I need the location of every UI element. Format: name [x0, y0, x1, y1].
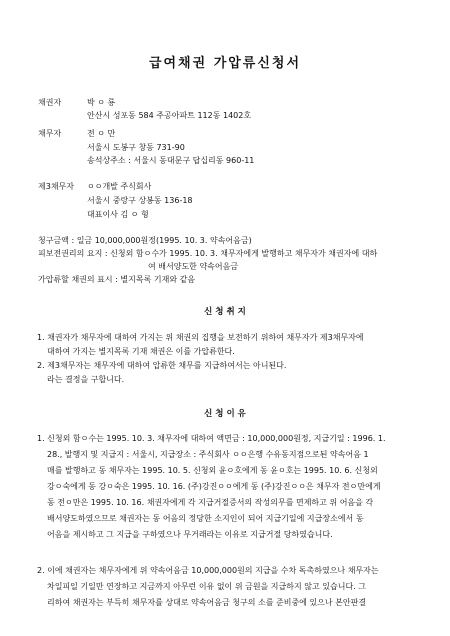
reason-line: 배서양도하였으므로 채권자는 동 어음의 정당한 소지인이 되어 지급기일에 지급장소에서 동: [47, 514, 364, 523]
reason-line: 차일피일 기일만 연장하고 지금까지 아무런 이유 없이 위 금원을 지급하지 않고 있습니다. 그: [47, 582, 366, 591]
creditor-label: 채권자: [38, 98, 62, 107]
debtor-label: 채무자: [38, 129, 62, 138]
document-title: 급여채권 가압류신청서: [148, 56, 302, 71]
third-debtor-address: 서울시 중랑구 상봉동 136-18: [87, 196, 193, 205]
debtor-address: 서울시 도봉구 창동 731-90: [87, 143, 185, 152]
purpose-line: 라는 결정을 구합니다.: [47, 375, 125, 384]
reason-heading: 신 청 이 유: [204, 409, 246, 419]
preserved-right-line-1: 피보전권리의 요지 : 신청외 함ㅇ수가 1995. 10. 3. 채무자에게 발행하고 채무자가 채권자에 대하: [38, 249, 378, 258]
creditor-address: 안산시 성포동 584 주공아파트 112동 1402호: [87, 111, 252, 120]
purpose-paragraph: [37, 331, 413, 387]
claim-amount: 청구금액 : 일금 10,000,000원정(1995. 10. 3. 약속어음금): [38, 236, 252, 245]
third-debtor-rep: 대표이사 김 ㅇ 형: [87, 210, 149, 219]
third-debtor-label: 제3채무자: [38, 182, 75, 191]
reason-line: 동 전ㅇ만은 1995. 10. 16. 채권자에게 각 지급거절증서의 작성의무를 면제하고 위 어음을 각: [47, 498, 374, 507]
debtor-served-address: 송석상주소 : 서울시 동대문구 답십리동 960-11: [87, 156, 255, 165]
reason-line: 1. 신청외 함ㅇ수는 1995. 10. 3. 채무자에 대하여 액면금 : 10,000,000원정, 지급기일 : 1996. 1.: [37, 434, 386, 443]
purpose-line: 대하여 가지는 별지목록 기재 채권은 이를 가압류한다.: [47, 347, 235, 356]
purpose-heading: 신 청 취 지: [204, 307, 246, 317]
reason-line: 28., 발행지 및 지급지 : 서울시, 지급장소 : 주식회사 ㅇㅇ은행 수유동지점으로된 약속어음 1: [47, 450, 369, 459]
reason-line: 2. 이에 채권자는 채무자에게 위 약속어음금 10,000,000원의 지급을 수차 독촉하였으나 채무자는: [37, 566, 379, 575]
third-debtor-name: ㅇㅇ개발 주식회사: [87, 182, 152, 191]
purpose-line: 2. 제3채무자는 채무자에 대하여 압류한 채무를 지급하여서는 아니된다.: [37, 361, 287, 370]
debtor-name: 전 ㅇ 만: [87, 129, 116, 138]
reason-paragraph-2: [37, 563, 413, 611]
seized-claim: 가압류할 채권의 표시 : 별지목록 기재와 같음: [38, 275, 196, 284]
reason-line: 매를 발행하고 동 채무자는 1995. 10. 5. 신청외 윤ㅇ호에게 동 윤ㅇ호는 1995. 10. 6. 신청외: [47, 466, 378, 475]
reason-line: 리하여 채권자는 부득히 채무자를 상대로 약속어음금 청구의 소를 준비중에 있으나 본안판결: [47, 598, 367, 607]
reason-paragraph-1: [37, 431, 413, 543]
reason-line: 강ㅇ숙에게 동 강ㅇ숙은 1995. 10. 16. (주)강진ㅇㅇ에게 동 (주)강진ㅇㅇ은 채무자 전ㅇ만에게: [47, 482, 381, 491]
reason-line: 어음을 제시하고 그 지급을 구하였으나 무거래라는 이유로 지급거절 당하였습니다.: [47, 530, 333, 539]
purpose-line: 1. 채권자가 채무자에 대하여 가지는 위 채권의 집행을 보전하기 위하여 채무자가 제3채무자에: [37, 333, 364, 342]
creditor-name: 박 ㅇ 룡: [87, 98, 116, 107]
preserved-right-line-2: 여 배서양도한 약속어음금: [148, 262, 239, 271]
